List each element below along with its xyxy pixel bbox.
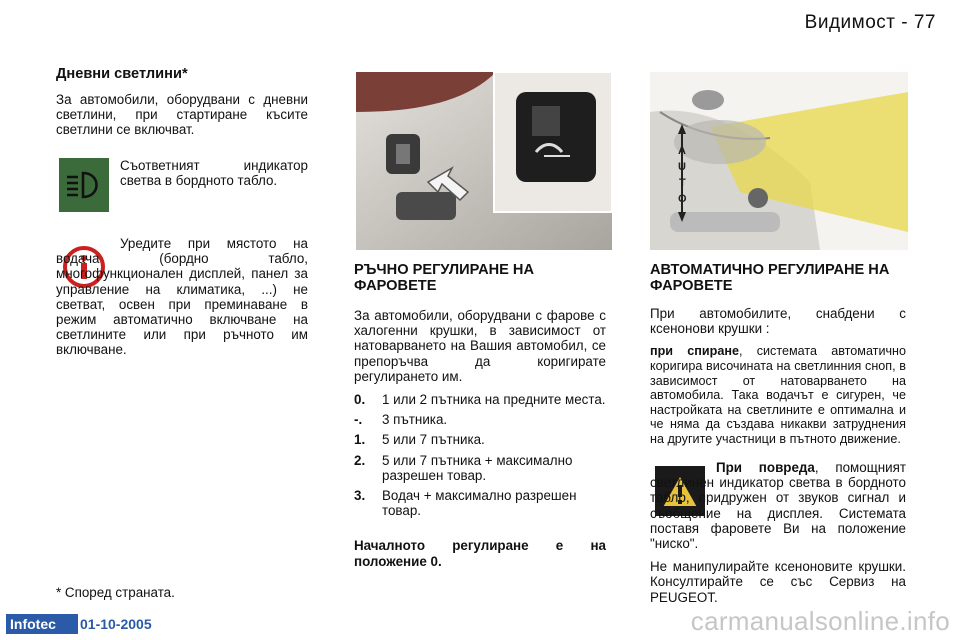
manual-adjust-intro: За автомобили, оборудвани с фарове с халогенни крушки, в зависимост от натоварването на Вашия автомобил, се препоръчва да коригирате регулирането им. (354, 308, 606, 384)
auto-letter: O (678, 193, 687, 205)
auto-letter: T (679, 177, 686, 189)
braking-paragraph: при спиране, системата автоматично коригира височината на светлинния сноп, в зависимост от натоварването на автомобила. Така водачът е сигурен, че настройката на светлините е оптимална и че няма да създава никакви затруднения на другите участници в пътното движение. (650, 344, 907, 446)
daytime-lights-heading: Дневни светлини* (56, 66, 188, 82)
page-title: Видимост - 77 (804, 12, 936, 33)
daytime-lights-intro: За автомобили, оборудвани с дневни светлини, при стартиране късите светлини се включват. (56, 92, 308, 138)
footnote: * Според страната. (56, 585, 175, 600)
manual-adjust-photo (356, 72, 612, 250)
auto-adjust-heading: АВТОМАТИЧНО РЕГУЛИРАНЕ НА ФАРОВЕТЕ (650, 262, 890, 294)
middle-column (354, 262, 606, 577)
initial-position-note: Началното регулиране е на положение 0. (354, 538, 606, 569)
footnote-block (56, 585, 308, 608)
info-text-block (56, 236, 308, 366)
load-positions-list (354, 392, 606, 518)
indicator-text-block (120, 158, 308, 196)
list-item: 1. 5 или 7 пътника. (354, 432, 485, 448)
auto-letter: A (678, 145, 686, 157)
list-item: 0. 1 или 2 пътника на предните места. (354, 392, 606, 408)
info-text: Уредите при мястото на водача (бордно табло, многофункционален дисплей, панел за управление на климатика, ...) не светват, освен при преминаване в режим автоматично включване на светлините или при ръчното им включване. (56, 236, 308, 358)
left-column (56, 66, 308, 146)
watermark: carmanualsonline.info (690, 606, 950, 636)
advice-paragraph: Не манипулирайте ксеноновите крушки. Консултирайте се със Сервиз на PEUGEOT. (650, 559, 906, 605)
list-item: 3. Водач + максимално разрешен товар. (354, 488, 577, 519)
auto-letter: U (678, 161, 686, 173)
fault-block (650, 460, 906, 613)
fault-paragraph: При повреда, помощният светлинен индикатор светва в бордното табло, придружен от звуков сигнал и съобщение на дисплея. Системата поставя фаровете Ви на положение "ниско". (650, 460, 906, 552)
infotec-logo: Infotec (6, 614, 78, 634)
right-column (650, 262, 906, 455)
auto-adjust-photo (650, 72, 908, 250)
list-item: -. 3 пътника. (354, 412, 448, 428)
manual-adjust-heading: РЪЧНО РЕГУЛИРАНЕ НА ФАРОВЕТЕ (354, 262, 535, 294)
indicator-text: Съответният индикатор светва в бордното табло. (120, 158, 308, 189)
headlight-indicator-icon (59, 158, 109, 212)
footer-date: 01-10-2005 (80, 616, 152, 632)
auto-adjust-intro: При автомобилите, снабдени с ксенонови крушки : (650, 306, 906, 337)
list-item: 2. 5 или 7 пътника + максимално разрешен товар. (354, 452, 573, 483)
